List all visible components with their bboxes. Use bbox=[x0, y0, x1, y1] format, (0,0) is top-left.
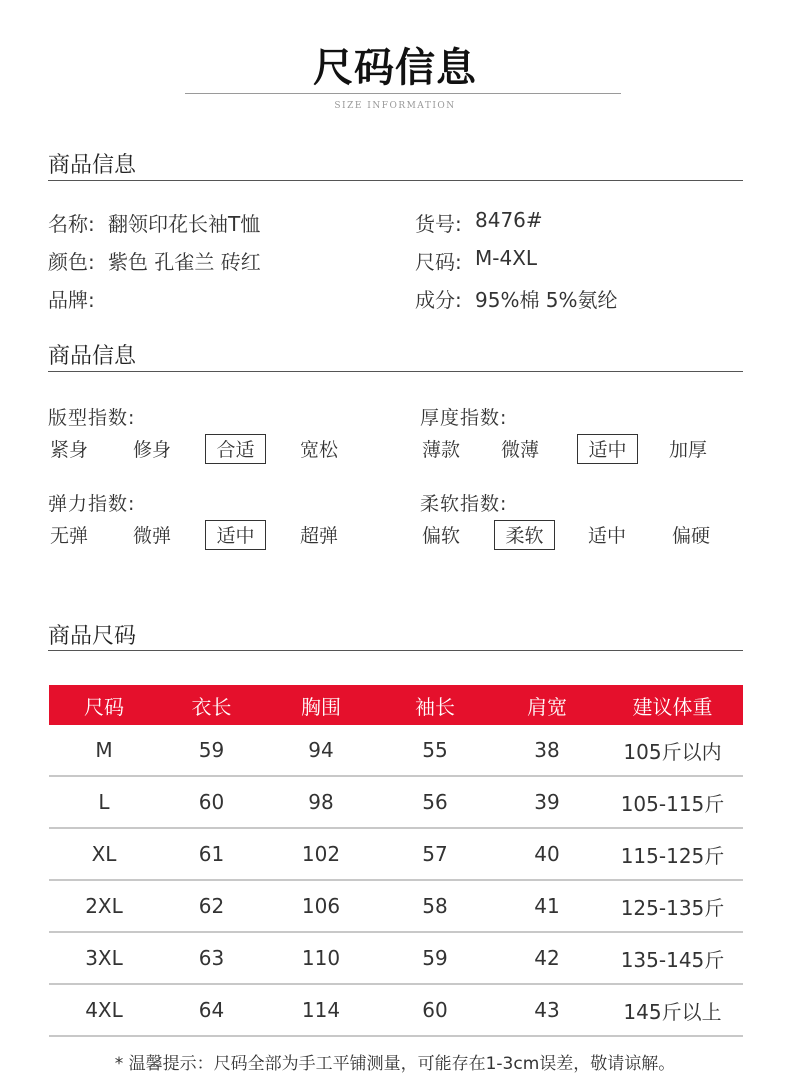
softness-index-label: 柔软指数: bbox=[420, 493, 508, 515]
table-cell: 105斤以内 bbox=[602, 725, 743, 776]
size-table-divider bbox=[48, 650, 743, 651]
table-cell: 105-115斤 bbox=[602, 776, 743, 828]
table-cell: M bbox=[49, 725, 159, 776]
table-cell: 63 bbox=[159, 932, 264, 984]
column-header: 肩宽 bbox=[492, 685, 602, 725]
table-cell: 64 bbox=[159, 984, 264, 1036]
table-row bbox=[49, 984, 743, 1036]
table-cell: 94 bbox=[264, 725, 378, 776]
thickness-index-label: 厚度指数: bbox=[420, 407, 508, 429]
table-cell: 125-135斤 bbox=[602, 880, 743, 932]
indices-heading: 商品信息 bbox=[48, 344, 137, 369]
title-divider bbox=[185, 93, 621, 94]
table-cell: L bbox=[49, 776, 159, 828]
size-range-label: 尺码: bbox=[415, 250, 462, 274]
material-value: 95%棉 5%氨纶 bbox=[475, 288, 618, 312]
table-cell: 114 bbox=[264, 984, 378, 1036]
softness-option: 适中 bbox=[587, 525, 626, 547]
indices-divider bbox=[48, 371, 743, 372]
table-cell: 4XL bbox=[49, 984, 159, 1036]
product-info-heading: 商品信息 bbox=[48, 153, 137, 178]
item-no-value: 8476# bbox=[475, 208, 543, 232]
thickness-option-selected: 适中 bbox=[577, 434, 638, 464]
table-cell: 61 bbox=[159, 828, 264, 880]
measurement-tip: * 温馨提示：尺码全部为手工平铺测量，可能存在1-3cm误差，敬请谅解。 bbox=[114, 1054, 676, 1074]
size-table bbox=[49, 685, 743, 1037]
size-range-value: M-4XL bbox=[475, 246, 538, 270]
table-cell: 43 bbox=[492, 984, 602, 1036]
fit-index-label: 版型指数: bbox=[48, 407, 136, 429]
product-info-divider bbox=[48, 180, 743, 181]
table-row bbox=[49, 932, 743, 984]
color-value: 紫色 孔雀兰 砖红 bbox=[108, 250, 261, 274]
brand-label: 品牌: bbox=[48, 288, 95, 312]
elasticity-option: 超弹 bbox=[299, 525, 338, 547]
table-cell: 102 bbox=[264, 828, 378, 880]
table-cell: 40 bbox=[492, 828, 602, 880]
thickness-option: 微薄 bbox=[500, 439, 539, 461]
column-header: 尺码 bbox=[49, 685, 159, 725]
material-label: 成分: bbox=[415, 288, 462, 312]
elasticity-option: 微弹 bbox=[132, 525, 171, 547]
table-cell: 60 bbox=[159, 776, 264, 828]
table-cell: 42 bbox=[492, 932, 602, 984]
table-cell: 60 bbox=[378, 984, 492, 1036]
color-label: 颜色: bbox=[48, 250, 95, 274]
elasticity-option: 无弹 bbox=[49, 525, 88, 547]
table-cell: XL bbox=[49, 828, 159, 880]
name-label: 名称: bbox=[48, 212, 95, 236]
fit-option-selected: 合适 bbox=[205, 434, 266, 464]
size-table-header-row bbox=[49, 685, 743, 725]
table-row bbox=[49, 776, 743, 828]
table-cell: 3XL bbox=[49, 932, 159, 984]
table-cell: 115-125斤 bbox=[602, 828, 743, 880]
table-cell: 2XL bbox=[49, 880, 159, 932]
fit-option: 宽松 bbox=[299, 439, 338, 461]
table-row bbox=[49, 880, 743, 932]
table-cell: 110 bbox=[264, 932, 378, 984]
fit-option: 紧身 bbox=[49, 439, 88, 461]
table-cell: 55 bbox=[378, 725, 492, 776]
table-cell: 98 bbox=[264, 776, 378, 828]
table-cell: 59 bbox=[378, 932, 492, 984]
table-cell: 38 bbox=[492, 725, 602, 776]
table-cell: 41 bbox=[492, 880, 602, 932]
fit-option: 修身 bbox=[132, 439, 171, 461]
table-row bbox=[49, 828, 743, 880]
table-cell: 106 bbox=[264, 880, 378, 932]
table-cell: 59 bbox=[159, 725, 264, 776]
table-row bbox=[49, 725, 743, 776]
size-table-heading: 商品尺码 bbox=[48, 624, 137, 649]
table-cell: 62 bbox=[159, 880, 264, 932]
thickness-option: 薄款 bbox=[421, 439, 460, 461]
page-title: 尺码信息 bbox=[313, 45, 477, 91]
elasticity-option-selected: 适中 bbox=[205, 520, 266, 550]
name-value: 翻领印花长袖T恤 bbox=[108, 212, 261, 236]
table-cell: 57 bbox=[378, 828, 492, 880]
softness-option: 偏软 bbox=[421, 525, 460, 547]
page-subtitle: SIZE INFORMATION bbox=[334, 101, 456, 111]
column-header: 胸围 bbox=[264, 685, 378, 725]
softness-option-selected: 柔软 bbox=[494, 520, 555, 550]
column-header: 衣长 bbox=[159, 685, 264, 725]
column-header: 袖长 bbox=[378, 685, 492, 725]
thickness-option: 加厚 bbox=[668, 439, 707, 461]
table-cell: 39 bbox=[492, 776, 602, 828]
elasticity-index-label: 弹力指数: bbox=[48, 493, 136, 515]
softness-option: 偏硬 bbox=[671, 525, 710, 547]
table-cell: 135-145斤 bbox=[602, 932, 743, 984]
table-cell: 58 bbox=[378, 880, 492, 932]
table-cell: 145斤以上 bbox=[602, 984, 743, 1036]
table-cell: 56 bbox=[378, 776, 492, 828]
column-header: 建议体重 bbox=[602, 685, 743, 725]
item-no-label: 货号: bbox=[415, 212, 462, 236]
